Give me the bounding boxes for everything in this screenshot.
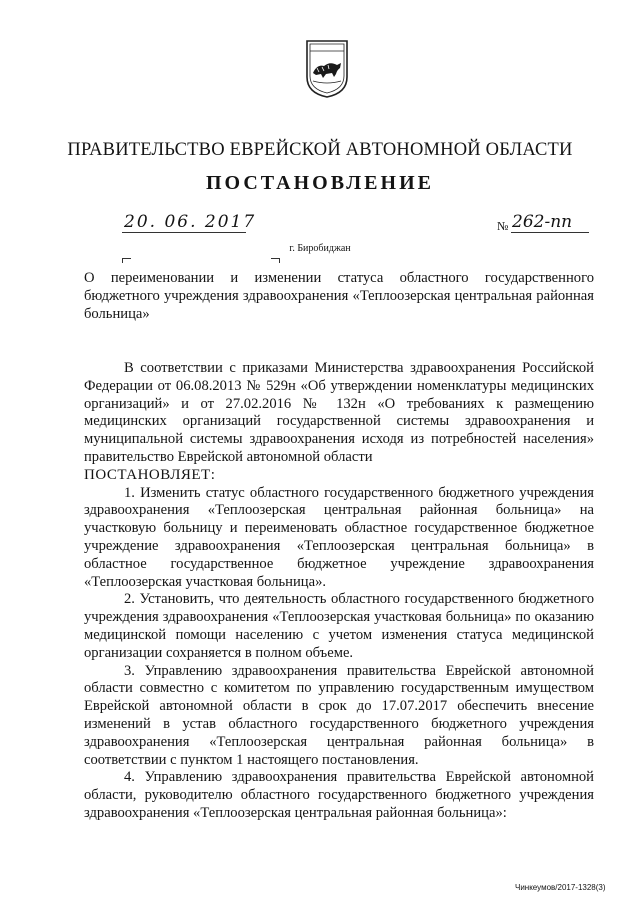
preamble-paragraph: В соответствии с приказами Министерства здравоохранения Российской Федерации от 06.08.2013 № 529н «Об утверждении номенклатуры медицинских организаций» и от 27.02.2016 № 132н «О требованиях к размещению медицинских организаций государственной системы здравоохранения и муниципальной системы здравоохранения исходя из потребностей населения» правительство Еврейской автономной области xyxy=(84,360,594,465)
document-date: 20. 06. 2017 xyxy=(124,212,257,232)
document-type-title: ПОСТАНОВЛЕНИЕ xyxy=(206,172,434,194)
document-subject: О переименовании и изменении статуса областного государственного бюджетного учреждения здравоохранения «Теплоозерская центральная районная больница» xyxy=(84,270,594,322)
government-name: ПРАВИТЕЛЬСТВО ЕВРЕЙСКОЙ АВТОНОМНОЙ ОБЛАСТИ xyxy=(67,140,573,160)
subject-bracket-right xyxy=(271,258,280,263)
date-underline xyxy=(122,232,246,233)
number-underline xyxy=(511,232,589,233)
document-body xyxy=(84,360,594,823)
number-label: № xyxy=(497,219,509,233)
decree-heading: ПОСТАНОВЛЯЕТ: xyxy=(84,466,216,483)
item-paragraph-1: 1. Изменить статус областного государственного бюджетного учреждения здравоохранения «Теплоозерская центральная районная больница» на участковую больницу и переименовать областное государственное бюджетное учреждение здравоохранения «Теплоозерская центральная больница» в областное государственное бюджетное учреждение здравоохранения «Теплоозерская участковая больница». xyxy=(84,484,594,590)
city-name: г. Биробиджан xyxy=(289,243,351,254)
subject-bracket-left xyxy=(122,258,131,263)
item-paragraph-2: 2. Установить, что деятельность областного государственного бюджетного учреждения здравоохранения «Теплоозерская участковая больница» по оказанию медицинской помощи населению с учетом изменения статуса медицинской организации сохраняется в полном объеме. xyxy=(84,591,594,661)
coat-of-arms-tiger-icon xyxy=(304,37,350,99)
item-paragraph-4: 4. Управлению здравоохранения правительства Еврейской автономной области, руководителю областного государственного бюджетного учреждения здравоохранения «Теплоозерская центральная районная больница»: xyxy=(84,769,594,821)
document-number: 262-пп xyxy=(512,212,573,232)
item-paragraph-3: 3. Управлению здравоохранения правительства Еврейской автономной области совместно с комитетом по управлению государственным имуществом Еврейской автономной области в срок до 17.07.2017 обеспечить внесение изменений в устав областного государственного бюджетного учреждения здравоохранения «Теплоозерская центральная районная больница» в соответствии с пунктом 1 настоящего постановления. xyxy=(84,662,594,768)
footer-reference: Чинкеумов/2017-1328(3) xyxy=(515,883,606,892)
